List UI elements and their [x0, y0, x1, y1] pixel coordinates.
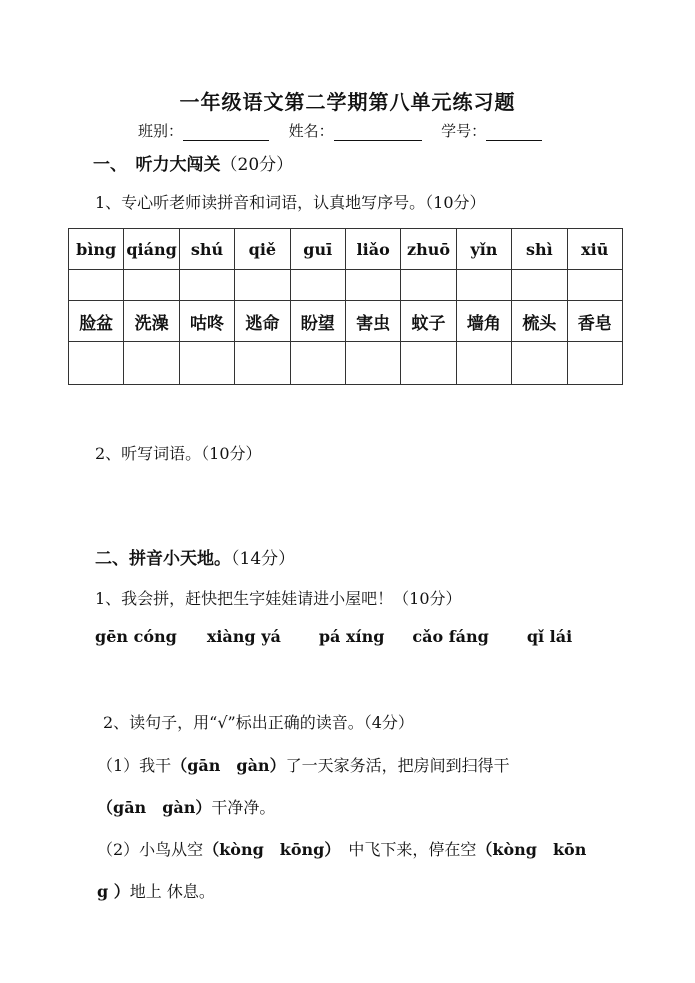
- pinyin-word: pá xíng: [318, 627, 385, 646]
- word-cell: 洗澡: [124, 301, 179, 342]
- answer-cell[interactable]: [567, 270, 622, 301]
- pinyin-cell: bìng: [69, 229, 124, 270]
- pinyin-word: qǐ lái: [526, 627, 573, 646]
- pronunciation-option[interactable]: （kòng kōn: [476, 840, 587, 859]
- answer-cell[interactable]: [69, 270, 124, 301]
- class-label: 班别：: [138, 122, 184, 140]
- pinyin-row: [69, 229, 623, 270]
- pinyin-cell: yǐn: [456, 229, 511, 270]
- word-cell: 墙角: [456, 301, 511, 342]
- sentence-1-line2: （gān gàn）干净净。: [97, 798, 276, 817]
- word-cell: 盼望: [290, 301, 345, 342]
- word-cell: 蚊子: [401, 301, 456, 342]
- answer-cell[interactable]: [456, 270, 511, 301]
- pinyin-cell: qiě: [235, 229, 290, 270]
- section2-q2: 2、读句子，用“√”标出正确的读音。（4分）: [103, 713, 414, 732]
- section1-q2: 2、听写词语。（10分）: [95, 444, 262, 463]
- class-blank[interactable]: [183, 124, 269, 141]
- pinyin-cell: liǎo: [345, 229, 400, 270]
- word-cell: 香皂: [567, 301, 622, 342]
- section1-heading: 一、 听力大闯关（20分）: [93, 155, 294, 175]
- pinyin-word-line: [95, 627, 572, 646]
- answer-cell[interactable]: [345, 270, 400, 301]
- pronunciation-option-cont[interactable]: g ）: [97, 882, 130, 901]
- sentence-1-line1: （1）我干（gān gàn）了一天家务活，把房间到扫得干: [97, 756, 510, 775]
- word-cell: 脸盆: [69, 301, 124, 342]
- answer-cell[interactable]: [124, 342, 179, 385]
- answer-cell[interactable]: [69, 342, 124, 385]
- answer-cell[interactable]: [179, 342, 234, 385]
- word-cell: 逃命: [235, 301, 290, 342]
- answer-cell[interactable]: [124, 270, 179, 301]
- section1-q1: 1、专心听老师读拼音和词语，认真地写序号。（10分）: [95, 193, 486, 212]
- answer-cell[interactable]: [235, 270, 290, 301]
- answer-cell[interactable]: [401, 270, 456, 301]
- pinyin-cell: xiū: [567, 229, 622, 270]
- name-blank[interactable]: [334, 124, 422, 141]
- pronunciation-option[interactable]: （gān gàn）: [171, 756, 286, 775]
- page-title: 一年级语文第二学期第八单元练习题: [179, 90, 516, 114]
- pinyin-word: xiàng yá: [206, 627, 281, 646]
- word-row: [69, 301, 623, 342]
- sentence-2-line1: （2）小鸟从空（kòng kōng） 中飞下来，停在空（kòng kōn: [97, 840, 587, 859]
- section2-heading: 二、拼音小天地。（14分）: [95, 549, 296, 569]
- pinyin-cell: shú: [179, 229, 234, 270]
- word-cell: 害虫: [345, 301, 400, 342]
- pinyin-word-table: [68, 228, 623, 385]
- pinyin-cell: guī: [290, 229, 345, 270]
- answer-cell[interactable]: [456, 342, 511, 385]
- pinyin-cell: qiáng: [124, 229, 179, 270]
- pronunciation-option[interactable]: （gān gàn）: [97, 798, 212, 817]
- sentence-2-line2: g ）地上 休息。: [97, 882, 215, 901]
- pinyin-word: cǎo fáng: [412, 627, 489, 646]
- pinyin-answer-row: [69, 270, 623, 301]
- student-info-line: [138, 120, 542, 141]
- section2-q1: 1、我会拼，赶快把生字娃娃请进小屋吧！（10分）: [95, 589, 462, 608]
- answer-cell[interactable]: [567, 342, 622, 385]
- number-blank[interactable]: [486, 124, 542, 141]
- word-cell: 梳头: [512, 301, 567, 342]
- pinyin-cell: zhuō: [401, 229, 456, 270]
- answer-cell[interactable]: [512, 342, 567, 385]
- pronunciation-option[interactable]: （kòng kōng）: [203, 840, 341, 859]
- answer-cell[interactable]: [235, 342, 290, 385]
- answer-cell[interactable]: [345, 342, 400, 385]
- name-label: 姓名：: [288, 122, 334, 140]
- pinyin-cell: shì: [512, 229, 567, 270]
- word-answer-row: [69, 342, 623, 385]
- word-cell: 咕咚: [179, 301, 234, 342]
- number-label: 学号：: [441, 122, 487, 140]
- pinyin-word: gēn cóng: [95, 627, 177, 646]
- answer-cell[interactable]: [401, 342, 456, 385]
- answer-cell[interactable]: [512, 270, 567, 301]
- answer-cell[interactable]: [290, 270, 345, 301]
- answer-cell[interactable]: [290, 342, 345, 385]
- answer-cell[interactable]: [179, 270, 234, 301]
